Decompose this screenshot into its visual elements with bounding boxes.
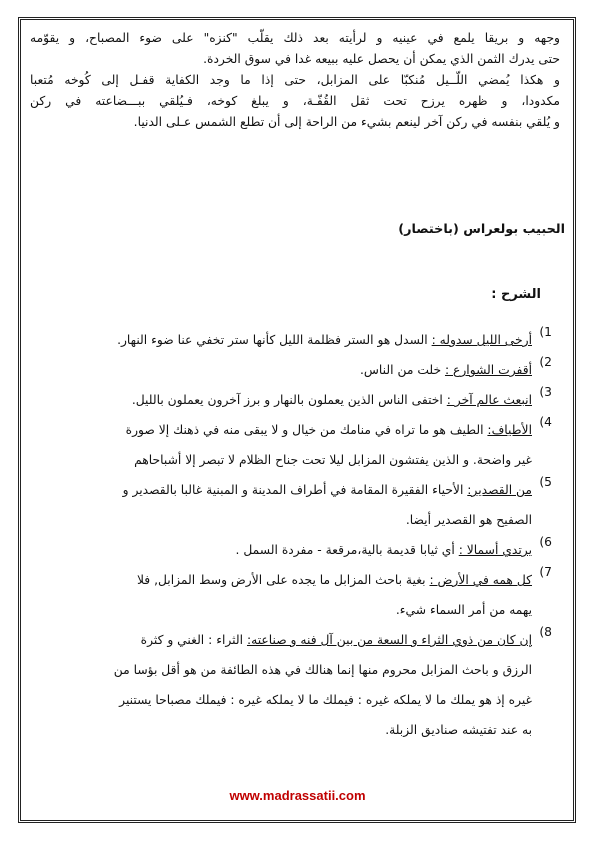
list-item [22,415,552,475]
item-term: انبعث عالم آخر : [446,393,532,407]
section-heading: الشرح : [491,287,541,302]
item-term: كل همه في الأرض : [429,573,532,587]
list-item [22,355,552,385]
item-number: 7) [539,565,552,579]
item-text: به عند تفتيشه صناديق الزبلة. [385,723,532,737]
intro-line: مكدودا، و ظهره يرزح تحت ثقل القُفّـة، و يبلغ كوخه، فـيُلقي ببـــضاعته في ركن [30,94,560,108]
item-text: الرزق و باحث المزابل محروم منها إنما هنالك في هذه الطائفة من هو أقل بؤسا من [113,663,532,677]
intro-line: حتى يدرك الثمن الذي يمكن أن يحصل عليه ببيعه غدا في سوق الخردة. [203,52,560,66]
author-attribution: الحبيب بولعراس (باختصار) [398,222,565,237]
item-term: الأطياف: [487,423,532,437]
item-term: أقفرت الشوارع : [444,363,532,377]
item-number: 3) [539,385,552,399]
item-text: الصفيح هو القصدير أيضا. [405,513,532,527]
explanation-list [22,325,552,745]
website-footer-link[interactable]: www.madrassatii.com [229,788,366,803]
item-number: 8) [539,625,552,639]
item-term: يرتدي أسمالا : [458,543,532,557]
list-item [22,475,552,535]
item-text: أي ثيابا قديمة بالية،مرقعة - مفردة السمل . [235,543,459,557]
intro-line: وجهه و بريقا يلمع في عينيه و لرأيته بعد ذلك يقلّب "كنزه" على ضوء المصباح، و يقوّمه [30,31,560,45]
item-text: الطيف هو ما تراه في منامك من خيال و لا يبقى منه في ذهنك إلا صورة [125,423,488,437]
item-number: 6) [539,535,552,549]
item-text: السدل هو الستر فظلمة الليل كأنها ستر تخفي عنا ضوء النهار. [117,333,432,347]
list-item [22,535,552,565]
item-text: الثراء : الغني و كثرة [140,633,247,647]
list-item [22,565,552,625]
item-term: إن كان من ذوي الثراء و السعة من بين آل فنه و صناعته: [246,633,532,647]
item-number: 1) [539,325,552,339]
intro-paragraph [30,28,560,133]
list-item [22,625,552,745]
item-text: خلت من الناس. [360,363,445,377]
item-term: أرخى الليل سدوله : [431,333,532,347]
item-text: الأحياء الفقيرة المقامة في أطراف المدينة و المبنية غالبا بالقصدير و [122,483,468,497]
item-text: اختفى الناس الذين يعملون بالنهار و برز آخرون يعملون بالليل. [131,393,447,407]
item-text: يهمه من أمر السماء شيء. [395,603,532,617]
list-item [22,385,552,415]
intro-line: و يُلقي بنفسه في ركن آخر لينعم بشيء من الراحة إلى أن تطلع الشمس عـلى الدنيا. [133,115,560,129]
item-number: 4) [539,415,552,429]
item-term: من القصدير: [467,483,532,497]
item-number: 2) [539,355,552,369]
item-text: غير واضحة. و الذين يفتشون المزابل ليلا تحت جناح الظلام لا تبصر إلا أشباحاهم [134,453,532,467]
item-text: بغية باحث المزابل ما يجده على الأرض وسط المزابل, فلا [136,573,430,587]
item-number: 5) [539,475,552,489]
item-text: غيره إذ هو يملك ما لا يملكه غيره : فيملك ما لا يملكه غيره : فيملك مصباحا يستنير [119,693,532,707]
intro-line: و هكذا يُمضي اللّــيل مُنكبّا على المزابل، حتى إذا ما وجد الكفاية قفـل إلى كُوخه مُتعبا [30,73,560,87]
list-item [22,325,552,355]
